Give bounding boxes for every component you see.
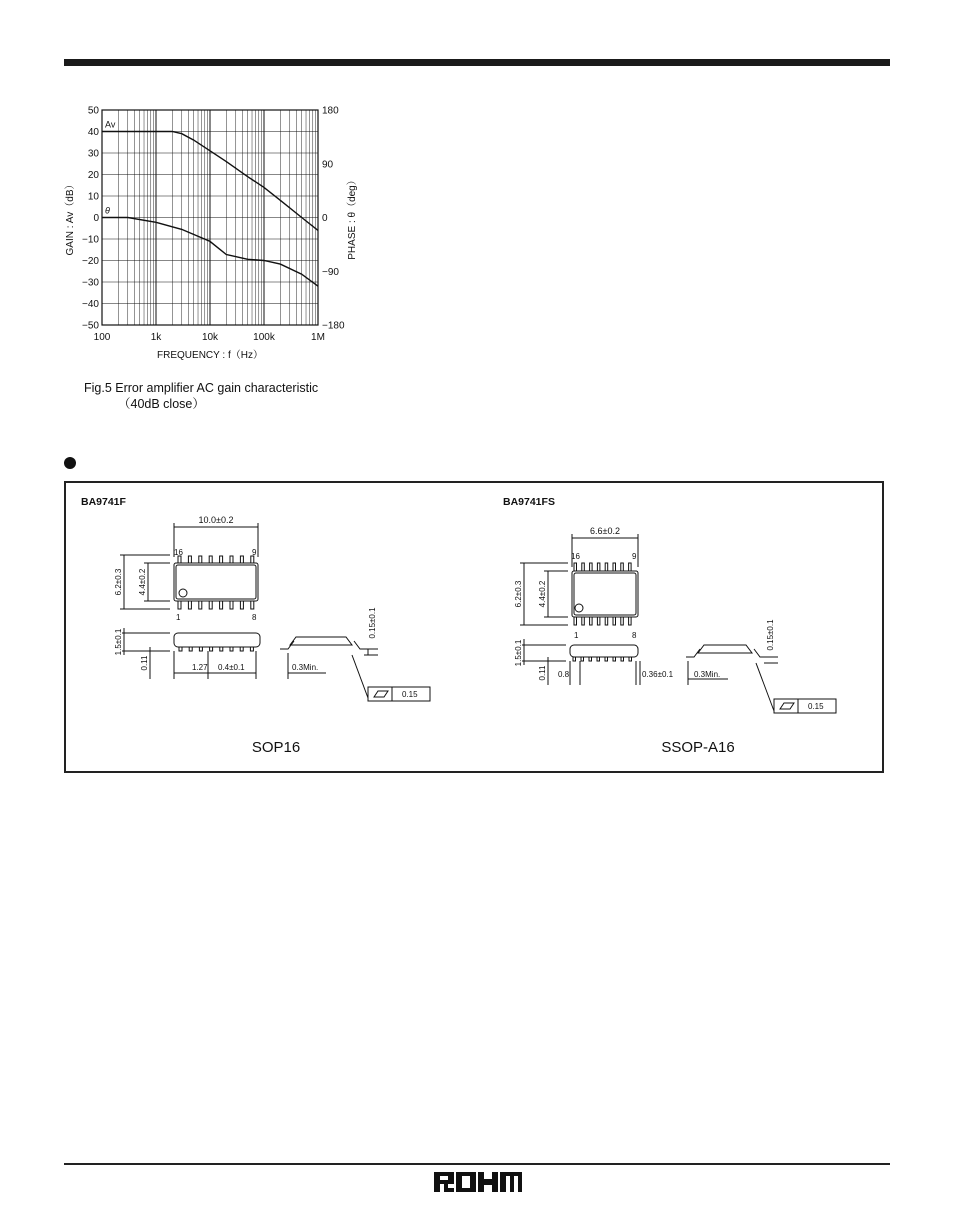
- sop16-length-dim: 10.0±0.2: [198, 515, 234, 525]
- section-bullet-icon: [64, 457, 76, 469]
- ssopa16-side-lead: [605, 657, 608, 661]
- sop16-standoff-dim: 0.11: [140, 655, 149, 671]
- y-tick-label: 50: [87, 105, 99, 117]
- ssopa16-pin: [597, 563, 600, 571]
- sop16-total-height-dim: 6.2±0.3: [114, 568, 123, 596]
- ssopa16-pin: [605, 617, 608, 625]
- sop16-side-lead: [199, 647, 202, 651]
- package-drawings: [66, 483, 886, 775]
- ssopa16-pin: [590, 617, 593, 625]
- ssopa16-package-name: SSOP-A16: [661, 739, 735, 756]
- ssopa16-pin: [582, 617, 585, 625]
- ssopa16-side-lead: [589, 657, 592, 661]
- sop16-side-lead: [250, 647, 253, 651]
- ssopa16-pitch-dim: 0.8: [558, 670, 570, 679]
- y2-tick-label: −180: [322, 320, 345, 332]
- ssopa16-pin: [597, 617, 600, 625]
- x-tick-label: 100: [93, 332, 111, 343]
- ssopa16-side-lead: [621, 657, 624, 661]
- ssopa16-pin: [582, 563, 585, 571]
- sop16-side-lead: [189, 647, 192, 651]
- sop16-pin: [188, 601, 191, 609]
- series-label: θ: [105, 205, 110, 216]
- ssopa16-thickness-dim: 1.5±0.1: [514, 639, 523, 667]
- ssopa16-side-lead: [629, 657, 632, 661]
- figure-caption-line2: （40dB close）: [118, 397, 205, 411]
- ssopa16-flatness-value: 0.15: [808, 702, 824, 711]
- sop16-side-lead: [220, 647, 223, 651]
- ssopa16-side-lead: [573, 657, 576, 661]
- ssopa16-foot-dim: 0.3Min.: [694, 670, 721, 679]
- y2-axis-label: PHASE : θ（deg）: [347, 175, 358, 260]
- ssopa16-pin1-label: 1: [574, 631, 579, 640]
- y2-tick-label: −90: [322, 266, 339, 278]
- y-tick-label: −20: [82, 256, 99, 267]
- sop16-pin: [240, 556, 243, 563]
- sop16-pin: [230, 601, 233, 609]
- y2-tick-label: 0: [322, 213, 328, 224]
- series-label: Av: [105, 119, 116, 130]
- ssopa16-pin8-label: 8: [632, 631, 637, 640]
- sop16-thickness-dim: 1.5±0.1: [114, 628, 123, 656]
- sop16-pin8-label: 8: [252, 613, 257, 622]
- rohm-logo: [434, 1172, 522, 1192]
- y-tick-label: −40: [82, 299, 99, 310]
- sop16-pin: [209, 556, 212, 563]
- ssopa16-pin: [629, 563, 632, 571]
- y-axis-label: GAIN : Av（dB）: [65, 179, 76, 256]
- ssopa16-part-label: BA9741FS: [503, 496, 555, 508]
- sop16-pin: [240, 601, 243, 609]
- y-tick-label: −10: [82, 234, 99, 246]
- ssopa16-pin: [621, 563, 624, 571]
- ssopa16-pin: [590, 563, 593, 571]
- ssopa16-total-height-dim: 6.2±0.3: [514, 580, 523, 608]
- y2-tick-label: 180: [322, 105, 339, 117]
- x-tick-label: 1k: [150, 332, 162, 343]
- sop16-body-dim: 4.4±0.2: [138, 568, 147, 596]
- ssopa16-side-lead: [581, 657, 584, 661]
- ssopa16-pin: [574, 617, 577, 625]
- sop16-pin: [230, 556, 233, 563]
- sop16-pin: [178, 601, 181, 609]
- sop16-pin9-label: 9: [252, 548, 257, 557]
- ssopa16-body-dim: 4.4±0.2: [538, 580, 547, 608]
- footer-rule: [64, 1163, 890, 1165]
- sop16-pin: [251, 601, 254, 609]
- header-rule: [64, 59, 890, 66]
- ssopa16-length-dim: 6.6±0.2: [590, 526, 620, 536]
- sop16-pin: [199, 601, 202, 609]
- sop16-pin: [220, 556, 223, 563]
- sop16-side-lead: [179, 647, 182, 651]
- sop16-pin: [199, 556, 202, 563]
- sop16-side-lead: [230, 647, 233, 651]
- y-tick-label: 30: [87, 148, 99, 160]
- x-tick-label: 1M: [311, 332, 325, 343]
- y-tick-label: 0: [93, 213, 99, 224]
- y-tick-label: 20: [87, 170, 99, 181]
- sop16-lead-thickness-dim: 0.15±0.1: [368, 607, 377, 639]
- sop16-flatness-value: 0.15: [402, 690, 418, 699]
- figure-caption: [84, 380, 318, 412]
- y-tick-label: 40: [87, 127, 99, 138]
- rohm-logo-icon: [434, 1172, 522, 1192]
- x-axis-label: FREQUENCY : f（Hz）: [157, 350, 263, 361]
- ssopa16-pin: [613, 563, 616, 571]
- package-dimensions-box: [64, 481, 884, 773]
- y-tick-label: −50: [82, 320, 99, 332]
- sop16-foot-dim: 0.3Min.: [292, 663, 319, 672]
- y-tick-label: −30: [82, 277, 99, 289]
- ssopa16-pin16-label: 16: [571, 552, 580, 561]
- sop16-pin: [209, 601, 212, 609]
- sop16-pin: [188, 556, 191, 563]
- gain-phase-chart-svg: [58, 100, 368, 370]
- ssopa16-side-lead: [613, 657, 616, 661]
- sop16-package-name: SOP16: [251, 739, 301, 756]
- sop16-lead-width-dim: 0.4±0.1: [218, 663, 245, 672]
- figure-caption-line1: Fig.5 Error amplifier AC gain characteristic: [84, 381, 319, 395]
- ssopa16-lead-thickness-dim: 0.15±0.1: [766, 619, 775, 651]
- ssopa16-pin: [605, 563, 608, 571]
- sop16-part-label: BA9741F: [81, 496, 126, 508]
- ssopa16-standoff-dim: 0.11: [538, 665, 547, 681]
- y-tick-label: 10: [87, 191, 99, 203]
- sop16-side-lead: [210, 647, 213, 651]
- ssopa16-pin: [621, 617, 624, 625]
- ssopa16-side-lead: [597, 657, 600, 661]
- x-tick-label: 10k: [201, 332, 219, 343]
- sop16-pitch-dim: 1.27: [192, 663, 208, 672]
- ssopa16-pin: [613, 617, 616, 625]
- ssopa16-pin9-label: 9: [632, 552, 637, 561]
- sop16-pin16-label: 16: [174, 548, 183, 557]
- ssopa16-top-view: [520, 534, 638, 625]
- y2-tick-label: 90: [322, 159, 334, 171]
- sop16-pin1-label: 1: [176, 613, 181, 622]
- sop16-pin: [251, 556, 254, 563]
- gain-phase-chart: [58, 100, 368, 370]
- sop16-pin: [178, 556, 181, 563]
- x-tick-label: 100k: [253, 332, 275, 343]
- sop16-side-lead: [240, 647, 243, 651]
- ssopa16-pin: [629, 617, 632, 625]
- ssopa16-pin: [574, 563, 577, 571]
- ssopa16-lead-width-dim: 0.36±0.1: [642, 670, 674, 679]
- sop16-pin: [220, 601, 223, 609]
